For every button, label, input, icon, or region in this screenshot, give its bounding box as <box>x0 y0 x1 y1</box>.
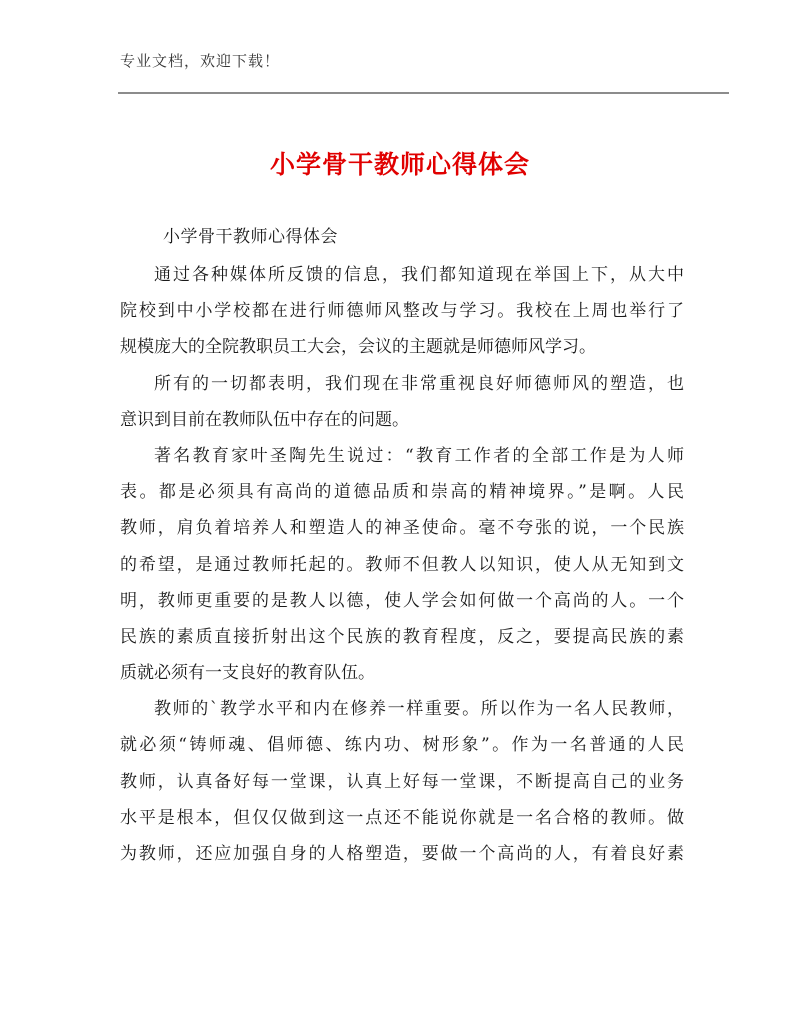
header-note: 专业文档，欢迎下载！ <box>120 52 281 70</box>
paragraph-1 <box>120 257 684 366</box>
paragraph-line: 水平是根本，但仅仅做到这一点还不能说你就是一名合格的教师。做 <box>120 807 684 828</box>
paragraph-line: 教师的`教学水平和内在修养一样重要。所以作为一名人民教师， <box>154 699 684 720</box>
paragraph-line: 民族的素质直接折射出这个民族的教育程度，反之，要提高民族的素 <box>120 626 684 647</box>
paragraph-line: 意识到目前在教师队伍中存在的问题。 <box>120 409 409 430</box>
paragraph-line: 教师，肩负着培养人和塑造人的神圣使命。毫不夸张的说，一个民族 <box>120 518 684 539</box>
paragraph-line: 明，教师更重要的是教人以德，使人学会如何做一个高尚的人。一个 <box>120 590 684 611</box>
section-heading: 小学骨干教师心得体会 <box>163 227 338 247</box>
paragraph-line: 通过各种媒体所反馈的信息，我们都知道现在举国上下，从大中 <box>154 265 684 285</box>
paragraph-2 <box>120 366 684 438</box>
paragraph-3 <box>120 438 684 691</box>
paragraph-line: 为教师，还应加强自身的人格塑造，要做一个高尚的人，有着良好素 <box>120 844 684 864</box>
header-divider <box>118 92 729 94</box>
paragraph-line: 著名教育家叶圣陶先生说过：“教育工作者的全部工作是为人师 <box>154 445 684 466</box>
document-title: 小学骨干教师心得体会 <box>269 150 530 179</box>
paragraph-4 <box>120 691 684 872</box>
paragraph-line: 的希望，是通过教师托起的。教师不但教人以知识，使人从无知到文 <box>120 554 684 575</box>
paragraph-line: 表。都是必须具有高尚的道德品质和崇高的精神境界。”是啊。人民 <box>120 482 684 503</box>
paragraph-line: 所有的一切都表明，我们现在非常重视良好师德师风的塑造，也 <box>154 373 684 394</box>
document-body <box>120 257 684 872</box>
paragraph-line: 质就必须有一支良好的教育队伍。 <box>120 663 375 684</box>
paragraph-line: 规模庞大的全院教职员工大会，会议的主题就是师德师风学习。 <box>120 337 596 358</box>
paragraph-line: 就必须“铸师魂、倡师德、练内功、树形象”。作为一名普通的人民 <box>120 735 684 756</box>
paragraph-line: 院校到中小学校都在进行师德师风整改与学习。我校在上周也举行了 <box>120 301 684 322</box>
paragraph-line: 教师，认真备好每一堂课，认真上好每一堂课，不断提高自己的业务 <box>120 771 684 792</box>
